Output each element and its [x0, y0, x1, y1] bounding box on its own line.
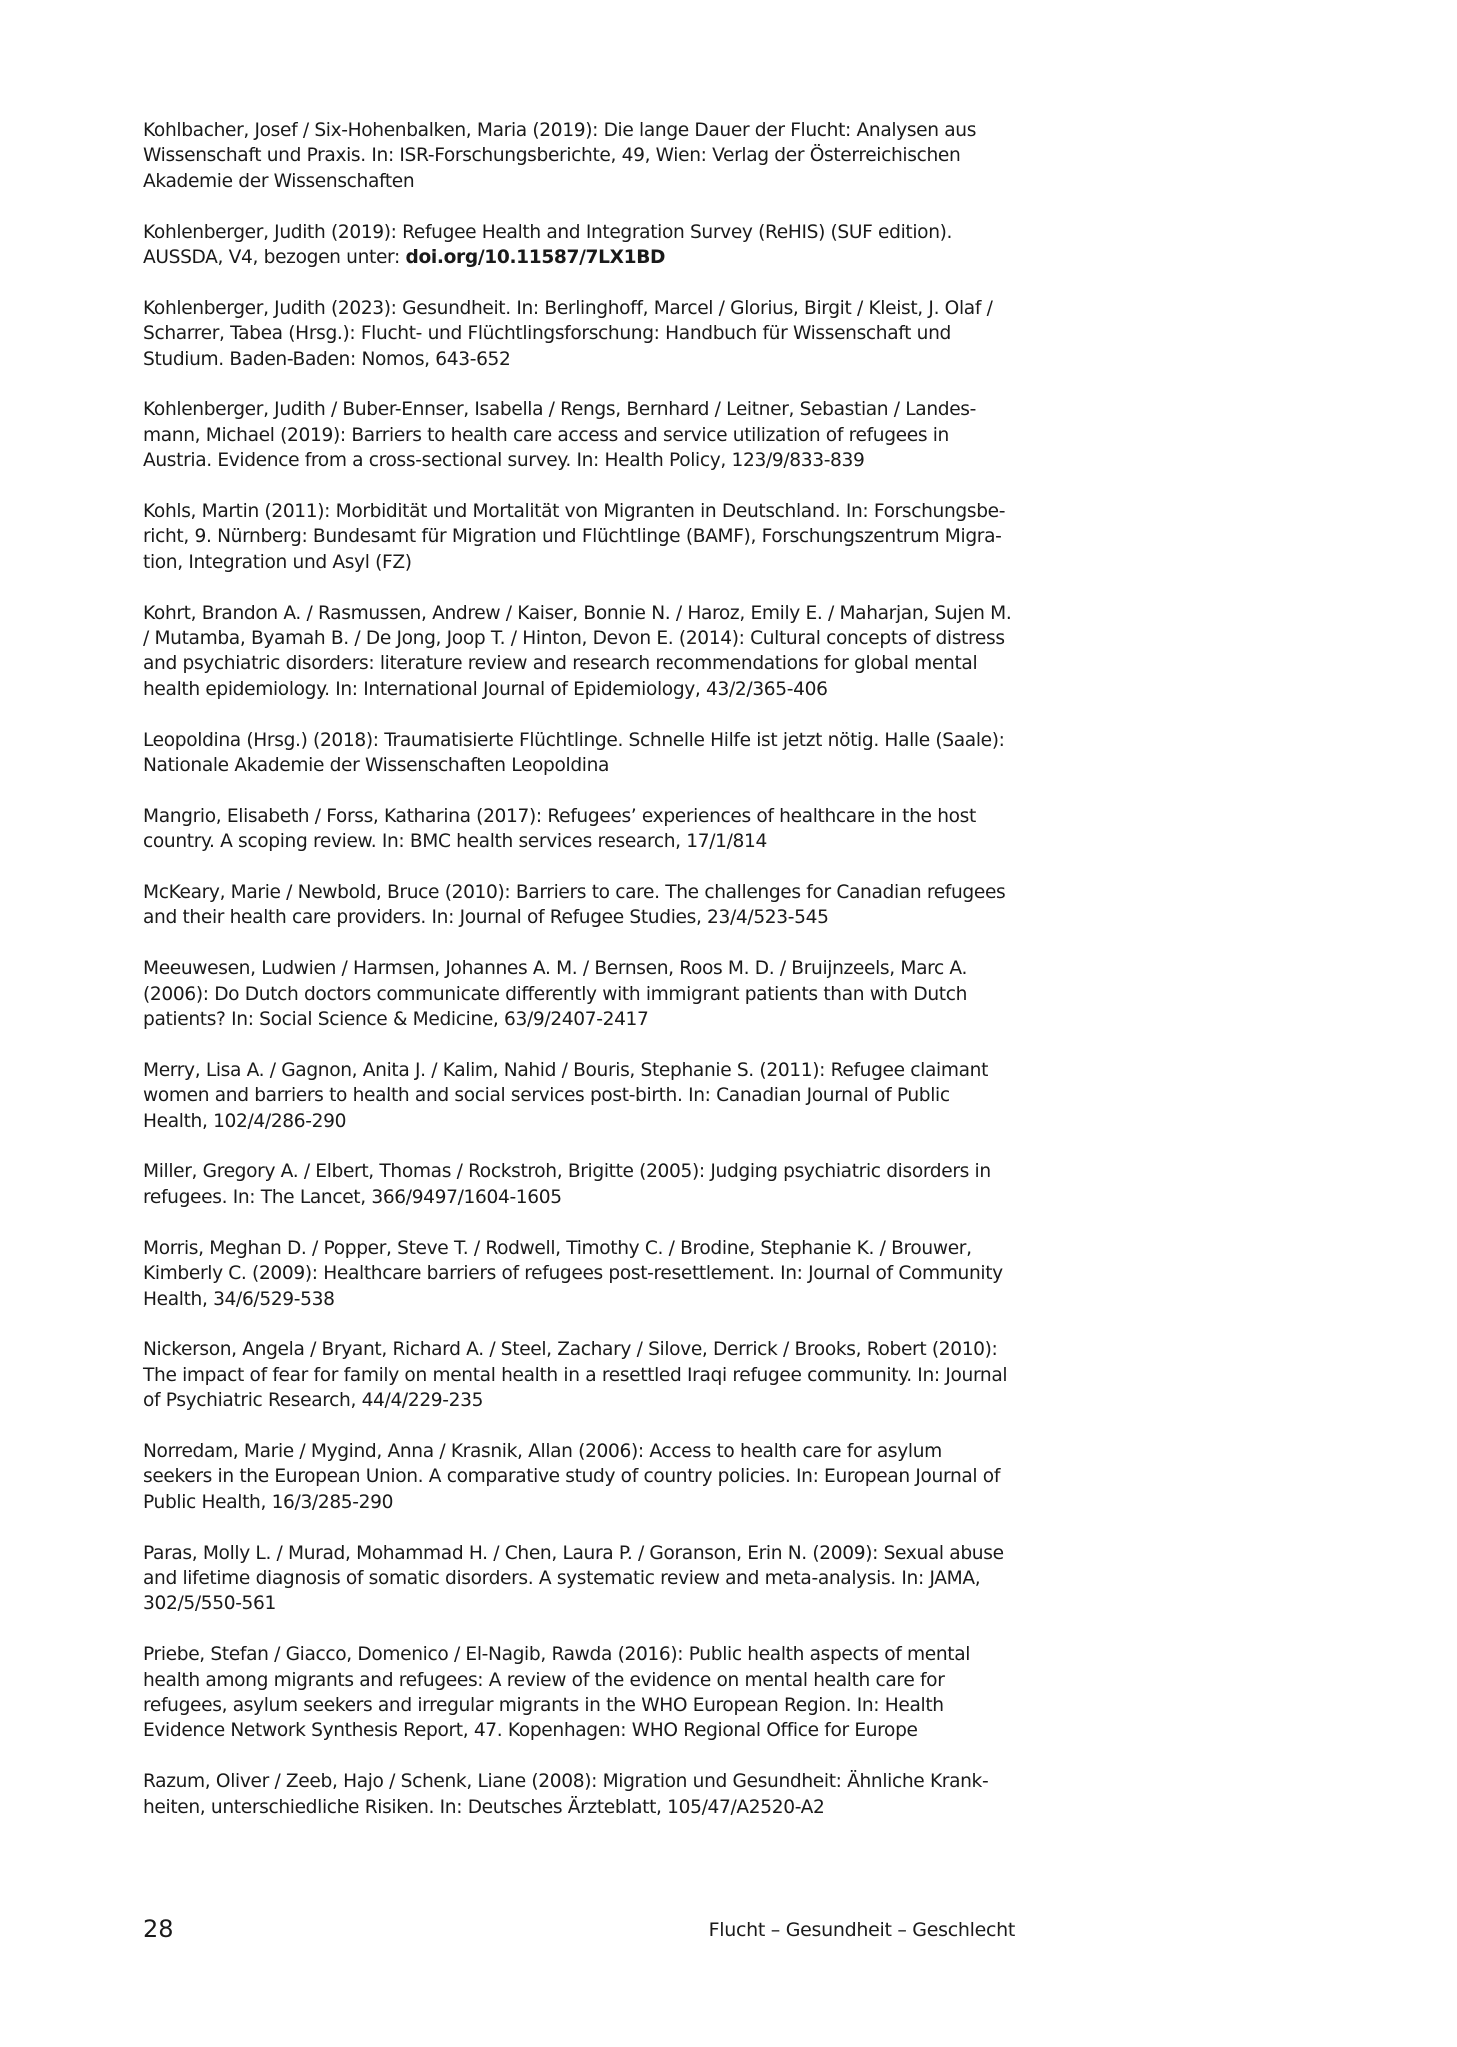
reference-entry: Kohlenberger, Judith (2023): Gesundheit. In: Berlinghoff, Marcel / Glorius, Birgit / Kleist, J. Olaf / Scharrer, Tabea (Hrsg.): Flucht- und Flüchtlingsforschung: Handbuch für Wissenschaft und Studium. Baden-Baden: Nomos, 643-652 — [143, 297, 993, 370]
reference-entry: Mangrio, Elisabeth / Forss, Katharina (2017): Refugees’ experiences of healthcare in the host country. A scoping review. In: BMC health services research, 17/1/814 — [143, 805, 976, 853]
reference-entry: Morris, Meghan D. / Popper, Steve T. / Rodwell, Timothy C. / Brodine, Stephanie K. / Brouwer, Kimberly C. (2009): Healthcare barriers of refugees post-resettlement. In: Journal of Community Health, 34/6/529-538 — [143, 1237, 1003, 1310]
running-footer-title: Flucht – Gesundheit – Geschlecht — [708, 1919, 1015, 1941]
reference-text: Kohlenberger, Judith (2019): Refugee Health and Integration Survey (ReHIS) (SUF edition). AUSSDA, V4, bezogen unter: — [143, 221, 953, 269]
reference-entry: Nickerson, Angela / Bryant, Richard A. / Steel, Zachary / Silove, Derrick / Brooks, Robert (2010): The impact of fear for family on mental health in a resettled Iraqi refugee community. In: Journal of Psychiatric Research, 44/4/229-235 — [143, 1339, 1008, 1412]
reference-entry: Miller, Gregory A. / Elbert, Thomas / Rockstroh, Brigitte (2005): Judging psychiatric disorders in refugees. In: The Lancet, 366/9497/1604-1605 — [143, 1161, 991, 1208]
page-number: 28 — [143, 1915, 174, 1943]
reference-entry: Kohlbacher, Josef / Six-Hohenbalken, Maria (2019): Die lange Dauer der Flucht: Analysen aus Wissenschaft und Praxis. In: ISR-Forschungsberichte, 49, Wien: Verlag der Österreichischen Akademie der Wissenschaften — [143, 120, 977, 192]
reference-entry: Razum, Oliver / Zeeb, Hajo / Schenk, Liane (2008): Migration und Gesundheit: Ähnliche Krankheiten, unterschiedliche Risiken. In: Deutsches Ärzteblatt, 105/47/A2520-A2 — [143, 1771, 989, 1818]
reference-entry: Kohrt, Brandon A. / Rasmussen, Andrew / Kaiser, Bonnie N. / Haroz, Emily E. / Maharjan, Sujen M. / Mutamba, Byamah B. / De Jong, Joop T. / Hinton, Devon E. (2014): Cultural concepts of distress and psychiatric disorders: literature review and research recommendations for global mental health epidemiology. In: International Journal of Epidemiology, 43/2/365-406 — [143, 602, 1012, 700]
doi-link[interactable]: doi.org/10.11587/7LX1BD — [405, 247, 666, 269]
reference-entry: Paras, Molly L. / Murad, Mohammad H. / Chen, Laura P. / Goranson, Erin N. (2009): Sexual abuse and lifetime diagnosis of somatic disorders. A systematic review and meta-analysis. In: JAMA, 302/5/550-561 — [143, 1542, 1004, 1615]
reference-entry — [143, 220, 1015, 271]
reference-list — [143, 118, 1015, 1845]
reference-entry: Norredam, Marie / Mygind, Anna / Krasnik, Allan (2006): Access to health care for asylum seekers in the European Union. A comparative study of country policies. In: European Journal of Public Health, 16/3/285-290 — [143, 1440, 1001, 1513]
reference-entry: Merry, Lisa A. / Gagnon, Anita J. / Kalim, Nahid / Bouris, Stephanie S. (2011): Refugee claimant women and barriers to health and social services post-birth. In: Canadian Journal of Public Health, 102/4/286-290 — [143, 1059, 989, 1132]
reference-entry: Meeuwesen, Ludwien / Harmsen, Johannes A. M. / Bernsen, Roos M. D. / Bruijnzeels, Marc A. (2006): Do Dutch doctors communicate differently with immigrant patients than with Dutch patients? In: Social Science & Medicine, 63/9/2407-2417 — [143, 958, 968, 1031]
reference-entry: Leopoldina (Hrsg.) (2018): Traumatisierte Flüchtlinge. Schnelle Hilfe ist jetzt nötig. Halle (Saale): Nationale Akademie der Wissenschaften Leopoldina — [143, 729, 1005, 777]
reference-entry: Priebe, Stefan / Giacco, Domenico / El-Nagib, Rawda (2016): Public health aspects of mental health among migrants and refugees: A review of the evidence on mental health care for refugees, asylum seekers and irregular migrants in the WHO European Region. In: Health Evidence Network Synthesis Report, 47. Kopenhagen: WHO Regional Office for Europe — [143, 1644, 971, 1742]
reference-entry: Kohlenberger, Judith / Buber-Ennser, Isabella / Rengs, Bernhard / Leitner, Sebastian / Landesmann, Michael (2019): Barriers to health care access and service utilization of refugees in Austria. Evidence from a cross-sectional survey. In: Health Policy, 123/9/833-839 — [143, 399, 977, 472]
reference-entry: McKeary, Marie / Newbold, Bruce (2010): Barriers to care. The challenges for Canadian refugees and their health care providers. In: Journal of Refugee Studies, 23/4/523-545 — [143, 882, 1006, 929]
reference-entry: Kohls, Martin (2011): Morbidität und Mortalität von Migranten in Deutschland. In: Forschungsbericht, 9. Nürnberg: Bundesamt für Migration und Flüchtlinge (BAMF), Forschungszentrum Migration, Integration und Asyl (FZ) — [143, 501, 1006, 573]
